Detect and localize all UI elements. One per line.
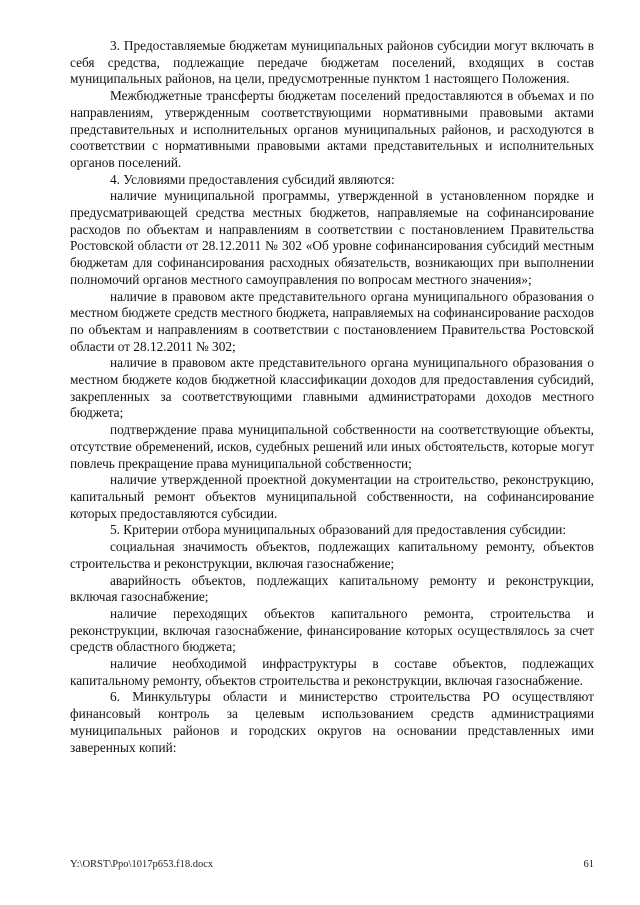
criterion-infrastructure: наличие необходимой инфраструктуры в составе объектов, подлежащих капитальному ремонту, объектов строительства и реконструкции, включая газоснабжение. <box>70 656 594 688</box>
page-number: 61 <box>583 859 594 870</box>
paragraph-6-control: 6. Минкультуры области и министерство строительства РО осуществляют финансовый контроль за целевым использованием средств администрациями муниципальных районов и городских округов на основании представленных ими заверенных копий: <box>70 689 594 755</box>
paragraph-interbudget-transfers: Межбюджетные трансферты бюджетам поселений предоставляются в объемах и по направлениям, утвержденным соответствующими нормативными правовыми актами представительных и исполнительных органов муниципальных районов, и расходуются в соответствии с нормативными правовыми актами представительных и исполнительных органов поселений. <box>70 88 594 170</box>
paragraph-3-subsidies: 3. Предоставляемые бюджетам муниципальных районов субсидии могут включать в себя средства, подлежащие передаче бюджетам поселений, входящих в состав муниципальных районов, на цели, предусмотренные пунктом 1 настоящего Положения. <box>70 38 594 87</box>
condition-budget-codes: наличие в правовом акте представительного органа муниципального образования о местном бюджете кодов бюджетной классификации доходов для предоставления субсидий, закрепленных за соответствующими главными администраторами доходов местного бюджета; <box>70 355 594 421</box>
condition-municipal-program: наличие муниципальной программы, утвержденной в установленном порядке и предусматривающей средства местных бюджетов, направляемые на софинансирование расходов по объектам и направлениям в соответствии с постановлением Правительства Ростовской области от 28.12.2011 № 302 «Об уровне софинансирования субсидий местным бюджетам для софинансирования расходных обязательств, возникающих при выполнении полномочий органов местного самоуправления по вопросам местного значения»; <box>70 188 594 287</box>
document-body <box>70 38 594 756</box>
criterion-ongoing-objects: наличие переходящих объектов капитального ремонта, строительства и реконструкции, включая газоснабжение, финансирование которых осуществлялось за счет средств областного бюджета; <box>70 605 594 655</box>
paragraph-5-criteria: 5. Критерии отбора муниципальных образований для предоставления субсидии: <box>110 522 567 538</box>
criterion-social-significance: социальная значимость объектов, подлежащих капитальному ремонту, объектов строительства и реконструкции, включая газоснабжение; <box>70 539 594 571</box>
paragraph-4-conditions: 4. Условиями предоставления субсидий являются: <box>110 171 395 187</box>
condition-budget-funds: наличие в правовом акте представительного органа муниципального образования о местном бюджете средств местного бюджета, направляемых на софинансирование расходов по объектам и направлениям в соответствии с постановлением Правительства Ростовской области от 28.12.2011 № 302; <box>70 288 594 354</box>
condition-ownership: подтверждение права муниципальной собственности на соответствующие объекты, отсутствие обременений, исков, судебных решений или иных обстоятельств, которые могут повлечь прекращение права муниципальной собственности; <box>70 422 594 471</box>
criterion-emergency: аварийность объектов, подлежащих капитальному ремонту и реконструкции, включая газоснабжение; <box>70 572 594 605</box>
file-path: Y:\ORST\Ppo\1017p653.f18.docx <box>70 859 214 870</box>
condition-project-documentation: наличие утвержденной проектной документации на строительство, реконструкцию, капитальный ремонт объектов муниципальной собственности, на софинансирование которых предоставляются субсидии. <box>70 472 594 521</box>
